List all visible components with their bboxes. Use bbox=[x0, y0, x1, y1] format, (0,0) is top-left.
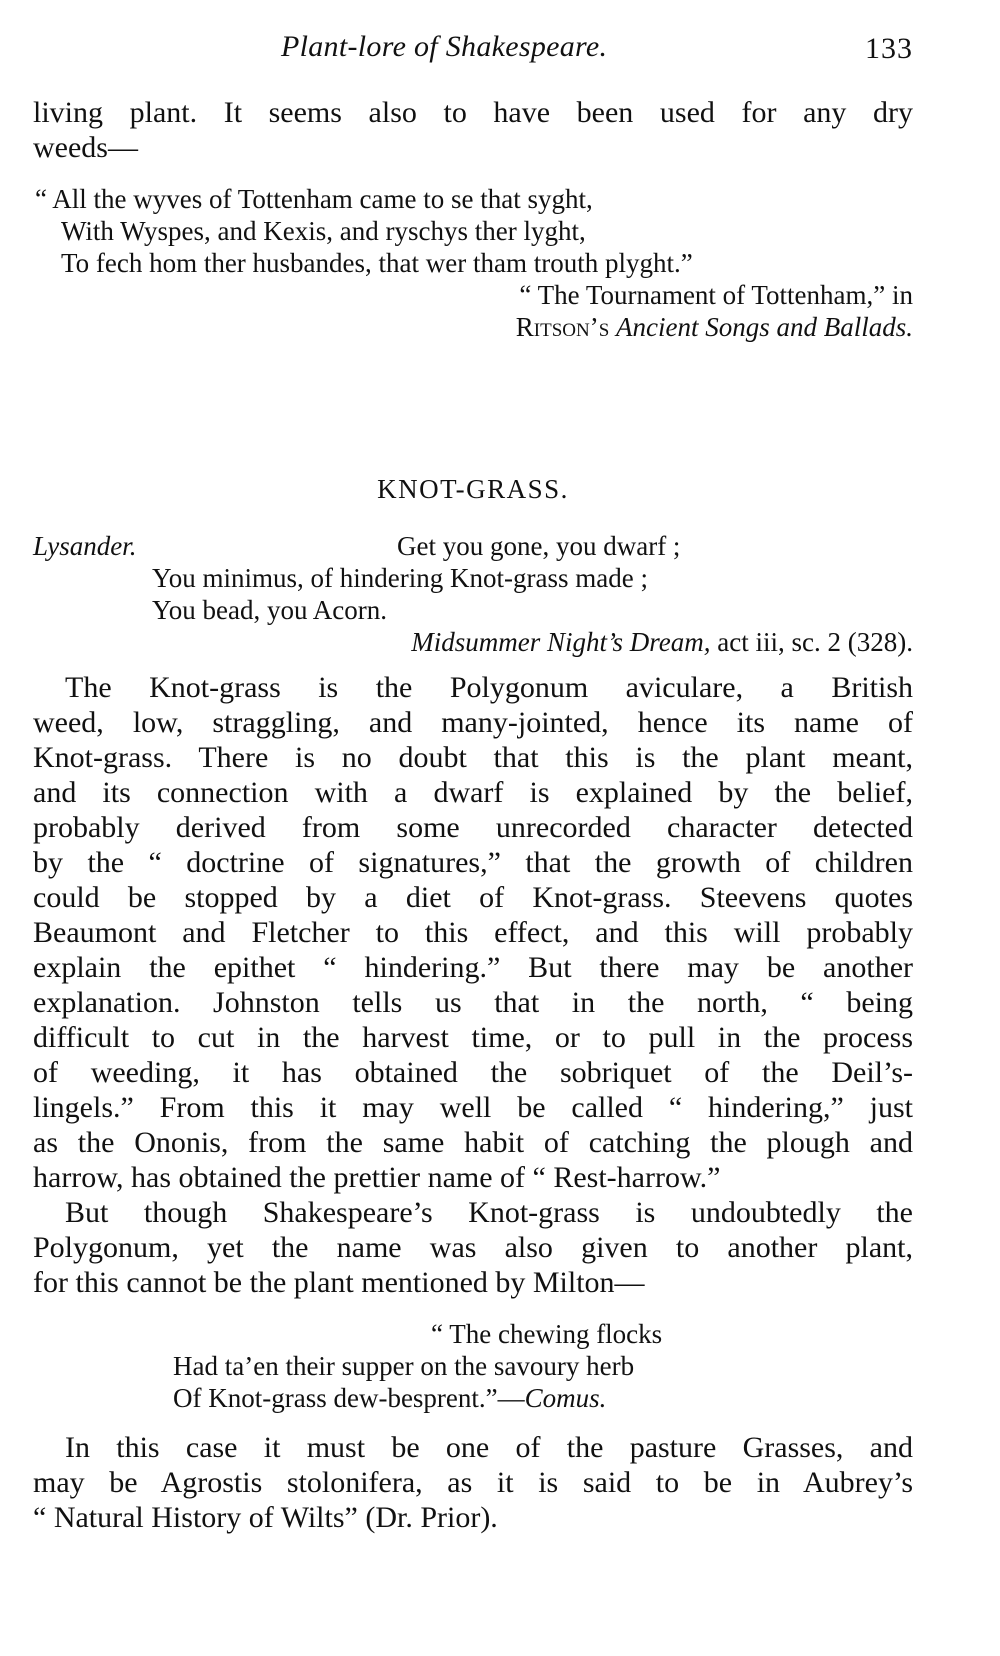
paragraph-line: for this cannot be the plant mentioned by Milton— bbox=[33, 1266, 645, 1299]
play-title: Midsummer Night’s Dream, bbox=[411, 627, 711, 657]
paragraph-line: The Knot-grass is the Polygonum aviculare, a British bbox=[65, 671, 913, 704]
verse-line: To fech hom ther husbandes, that wer tham trouth plyght.” bbox=[61, 248, 693, 278]
paragraph-line: explain the epithet “ hindering.” But there may be another bbox=[33, 951, 913, 984]
paragraph-line: and its connection with a dwarf is explained by the belief, bbox=[33, 776, 913, 809]
running-title: Plant-lore of Shakespeare. bbox=[281, 30, 608, 63]
paragraph-line: could be stopped by a diet of Knot-grass. Steevens quotes bbox=[33, 881, 913, 914]
paragraph-line: lingels.” From this it may well be called “ hindering,” just bbox=[33, 1091, 913, 1124]
opening-line: living plant. It seems also to have been used for any dry bbox=[33, 96, 913, 129]
quote-source: Comus. bbox=[524, 1383, 607, 1413]
epigraph-first-line bbox=[33, 530, 913, 562]
verse-line: Get you gone, you dwarf ; bbox=[397, 531, 681, 561]
attribution-title: Ancient Songs and Ballads. bbox=[616, 312, 913, 342]
paragraph-line: as the Ononis, from the same habit of catching the plough and bbox=[33, 1126, 913, 1159]
page-header bbox=[33, 30, 913, 70]
verse-line: With Wyspes, and Kexis, and ryschys ther lyght, bbox=[61, 216, 586, 246]
epigraph bbox=[33, 530, 913, 658]
verse-line: “ All the wyves of Tottenham came to se that syght, bbox=[35, 184, 593, 214]
tottenham-quote bbox=[33, 183, 913, 343]
paragraph-line: weed, low, straggling, and many-jointed, hence its name of bbox=[33, 706, 913, 739]
comus-quote bbox=[33, 1318, 913, 1414]
paragraph-line: explanation. Johnston tells us that in the north, “ being bbox=[33, 986, 913, 1019]
opening-paragraph bbox=[33, 95, 913, 165]
book-page bbox=[33, 0, 913, 1656]
verse-line: Had ta’en their supper on the savoury herb bbox=[173, 1351, 635, 1381]
play-reference: act iii, sc. 2 (328). bbox=[717, 627, 913, 657]
verse-line-with-source bbox=[33, 1382, 913, 1414]
paragraph-line: by the “ doctrine of signatures,” that the growth of children bbox=[33, 846, 913, 879]
verse-text: Of Knot-grass dew-besprent.”— bbox=[173, 1383, 525, 1413]
paragraph-line: “ Natural History of Wilts” (Dr. Prior). bbox=[33, 1501, 498, 1534]
paragraph-line: of weeding, it has obtained the sobriquet of the Deil’s- bbox=[33, 1056, 913, 1089]
attribution-author: Ritson’s bbox=[515, 312, 610, 342]
paragraph-line: Beaumont and Fletcher to this effect, and this will probably bbox=[33, 916, 913, 949]
paragraph-line: Polygonum, yet the name was also given to another plant, bbox=[33, 1231, 913, 1264]
page-number: 133 bbox=[865, 32, 913, 65]
paragraph-line: harrow, has obtained the prettier name of “ Rest-harrow.” bbox=[33, 1161, 721, 1194]
opening-line: weeds— bbox=[33, 131, 138, 164]
verse-line: You minimus, of hindering Knot-grass made ; bbox=[152, 563, 648, 593]
quote-attribution-source bbox=[33, 311, 913, 343]
quote-attribution: “ The Tournament of Tottenham,” in bbox=[519, 280, 913, 310]
paragraph-pasture-grasses bbox=[33, 1430, 913, 1535]
paragraph-line: Knot-grass. There is no doubt that this is the plant meant, bbox=[33, 741, 913, 774]
paragraph-knot-grass bbox=[33, 670, 913, 1195]
paragraph-line: probably derived from some unrecorded character detected bbox=[33, 811, 913, 844]
paragraph-milton bbox=[33, 1195, 913, 1300]
paragraph-line: may be Agrostis stolonifera, as it is said to be in Aubrey’s bbox=[33, 1466, 913, 1499]
paragraph-line: difficult to cut in the harvest time, or to pull in the process bbox=[33, 1021, 913, 1054]
verse-line: You bead, you Acorn. bbox=[152, 595, 387, 625]
section-heading: KNOT-GRASS. bbox=[377, 474, 569, 504]
paragraph-line: But though Shakespeare’s Knot-grass is undoubtedly the bbox=[65, 1196, 913, 1229]
epigraph-source bbox=[33, 626, 913, 658]
speaker-name: Lysander. bbox=[33, 531, 137, 561]
paragraph-line: In this case it must be one of the pasture Grasses, and bbox=[65, 1431, 913, 1464]
verse-line: “ The chewing flocks bbox=[431, 1319, 663, 1349]
